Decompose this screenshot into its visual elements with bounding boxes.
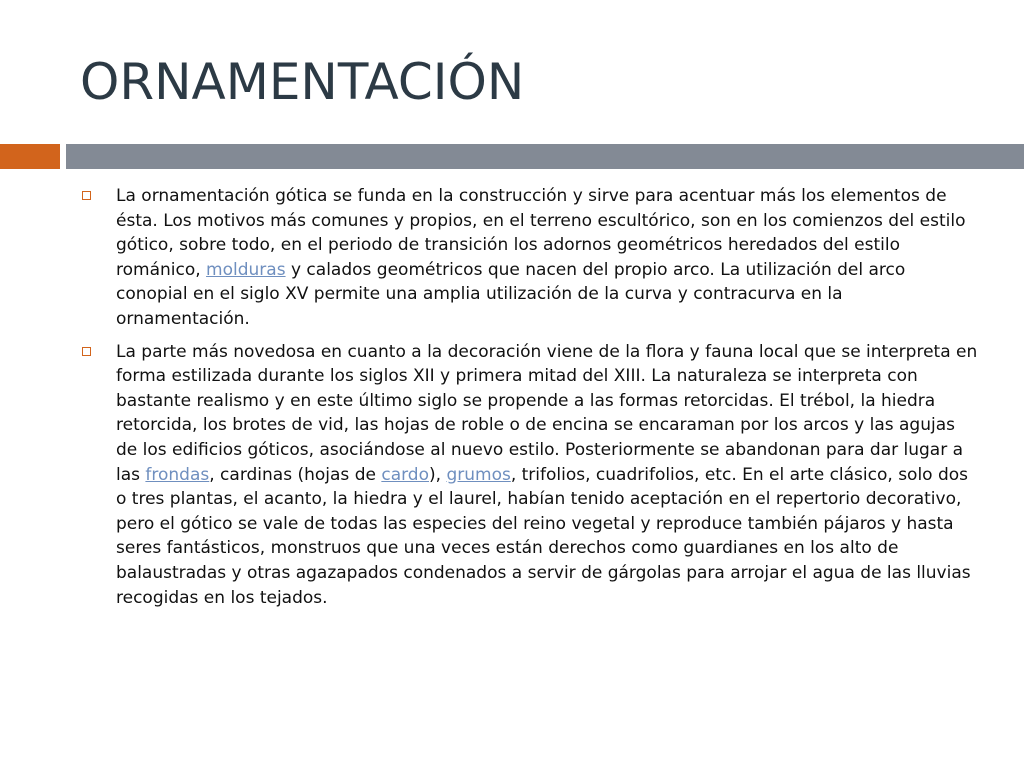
paragraph-1-text-2: y calados geométricos que nacen del propio arco. La utilización del arco conopial en el siglo XV permite una amplia utilización de la curva y contracurva en la ornamentación. [116,259,906,329]
slide-title: ORNAMENTACIÓN [80,53,525,111]
accent-bar-orange [0,144,60,169]
divider-bar-gray [66,144,1024,169]
paragraph-1-text-1: La ornamentación gótica se funda en la construcción y sirve para acentuar más los elementos de ésta. Los motivos más comunes y propios, en el terreno escultórico, son en los comienzos del estilo gótico, sobre todo, en el periodo de transición los adornos geométricos heredados del estilo románico, [116,186,966,280]
paragraph-2-text-4: , trifolios, cuadrifolios, etc. En el arte clásico, solo dos o tres plantas, el acanto, la hiedra y el laurel, habían tenido aceptación en el repertorio decorativo, pero el gótico se vale de todas las especies del reino vegetal y reproduce también pájaros y hasta seres fantásticos, monstruos que una veces están derechos como guardianes en los alto de balaustradas y otras agazapados condenados a servir de gárgolas para arrojar el agua de las lluvias recogidas en los tejados. [116,464,971,608]
bullet-paragraph-2 [80,340,980,611]
paragraph-2-text-1: La parte más novedosa en cuanto a la decoración viene de la flora y fauna local que se interpreta en forma estilizada durante los siglos XII y primera mitad del XIII. La naturaleza se interpreta con bastante realismo y en este último siglo se propende a las formas retorcidas. El trébol, la hiedra retorcida, los brotes de vid, las hojas de roble o de encina se encaraman por los arcos y las agujas de los edificios góticos, asociándose al nuevo estilo. Posteriormente se abandonan para dar lugar a las [116,341,978,485]
link-molduras[interactable]: molduras [206,259,286,280]
square-bullet-icon [82,191,91,200]
link-frondas[interactable]: frondas [145,464,210,485]
link-cardo[interactable]: cardo [381,464,429,485]
square-bullet-icon [82,347,91,356]
paragraph-2-text-3: ), [429,464,447,485]
paragraph-2-text-2: , cardinas (hojas de [209,464,382,485]
link-grumos[interactable]: grumos [446,464,511,485]
bullet-paragraph-1 [80,184,980,332]
slide-body [80,184,980,618]
